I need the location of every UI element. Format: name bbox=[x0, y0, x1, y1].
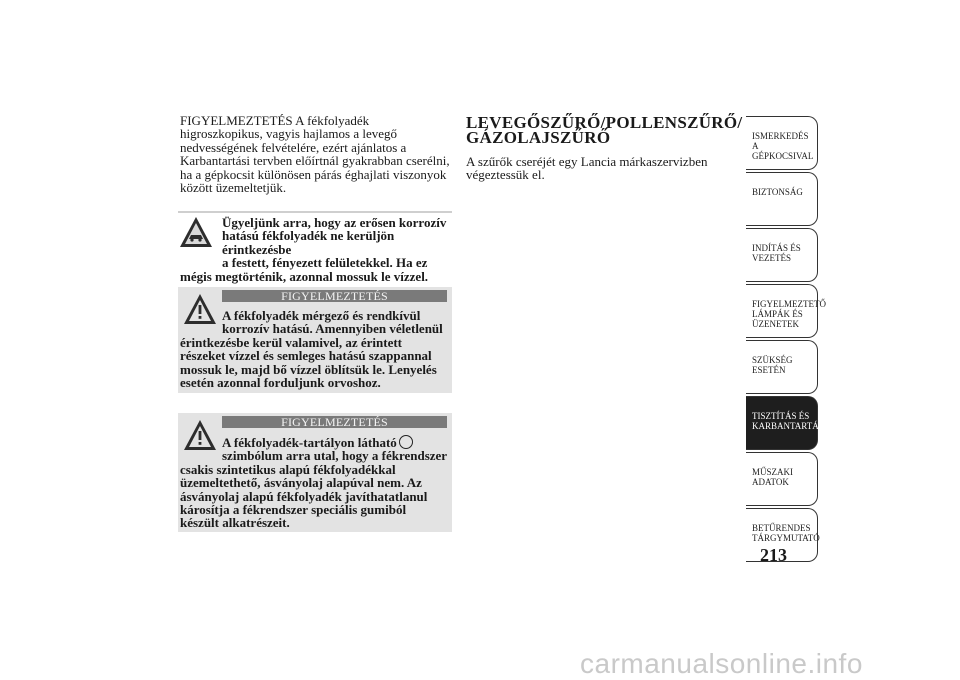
tab-ismerkedes[interactable] bbox=[746, 116, 818, 170]
tab-label: FIGYELMEZTETŐ LÁMPÁK ÉS ÜZENETEK bbox=[752, 299, 826, 329]
tab-label: MŰSZAKI ADATOK bbox=[752, 467, 794, 487]
intro-paragraph: FIGYELMEZTETÉS A fékfolyadék higroszkopikus, vagyis hajlamos a levegő nedvességének felvételére, ezért ajánlatos a Karbantartási tervben előírtnál gyakrabban cserélni, ha a gépkocsit különösen párás éghajlati viszonyok között üzemeltetjük. bbox=[180, 113, 450, 196]
environment-note-line1: Ügyeljünk arra, hogy az erősen korrozív bbox=[222, 215, 447, 230]
warning-box-2 bbox=[178, 413, 452, 532]
warning-text-1 bbox=[180, 309, 448, 389]
warning2-line1-wrap bbox=[180, 435, 448, 449]
environment-note-line2: hatású fékfolyadék ne kerüljön érintkezésbe bbox=[222, 228, 395, 257]
tab-szukseg[interactable] bbox=[746, 340, 818, 394]
warning-text-2 bbox=[180, 435, 448, 530]
warning-box-1 bbox=[178, 287, 452, 393]
environment-note-line3: a festett, fényezett felületekkel. Ha ez bbox=[222, 255, 428, 271]
tab-label: BETŰRENDES TÁRGYMUTATÓ bbox=[752, 523, 820, 543]
tab-muszaki[interactable] bbox=[746, 452, 818, 506]
warning-header-1: FIGYELMEZTETÉS bbox=[222, 290, 447, 302]
environment-note-text bbox=[180, 216, 448, 283]
watermark: carmanualsonline.info bbox=[580, 648, 863, 679]
tab-label: SZÜKSÉG ESETÉN bbox=[752, 355, 793, 375]
brake-fluid-symbol-icon bbox=[399, 435, 413, 449]
tab-inditas[interactable] bbox=[746, 228, 818, 282]
tab-label: INDÍTÁS ÉS VEZETÉS bbox=[752, 243, 801, 263]
warning-header-2: FIGYELMEZTETÉS bbox=[222, 416, 447, 428]
chapter-tabs bbox=[746, 116, 826, 564]
tab-tisztitas[interactable] bbox=[746, 396, 824, 450]
warning2-line1: A fékfolyadék-tartályon látható bbox=[222, 435, 397, 450]
warning2-line2: szimbólum arra utal, hogy a fékrendszer bbox=[222, 448, 448, 464]
section-heading: LEVEGŐSZŰRŐ/POLLENSZŰRŐ/ GÁZOLAJSZŰRŐ bbox=[466, 113, 743, 147]
warning1-line1: A fékfolyadék mérgező és rendkívül bbox=[222, 308, 421, 323]
tab-label: BIZTONSÁG bbox=[752, 187, 803, 197]
tab-label: TISZTÍTÁS ÉS KARBANTARTÁS bbox=[752, 411, 824, 431]
warning1-line2: korrozív hatású. Amennyiben véletlenül bbox=[222, 321, 443, 337]
section-paragraph: A szűrők cseréjét egy Lancia márkaszervizben végeztessük el. bbox=[466, 154, 708, 183]
environment-note-rest: mégis megtörténik, azonnal mossuk le vízzel. bbox=[180, 268, 429, 284]
page-number: 213 bbox=[760, 545, 787, 565]
tab-label: ISMERKEDÉS A GÉPKOCSIVAL bbox=[752, 131, 814, 161]
warning2-rest: csakis szintetikus alapú fékfolyadékkal üzemeltethető, ásványolaj alapúval nem. Az ásványolaj alapú fékfolyadék javíthatatlanul károsítja a fékrendszer speciális gumiból készült alkatrészeit. bbox=[180, 461, 428, 531]
tab-figyelmezteto[interactable] bbox=[746, 284, 826, 338]
tab-biztonsag[interactable] bbox=[746, 172, 818, 226]
warning1-rest: érintkezésbe kerül valamivel, az érintett részeket vízzel és semleges hatású szappannal mossuk le, majd bő vízzel öblítsük le. Lenyelés esetén azonnal forduljunk orvoshoz. bbox=[180, 334, 437, 391]
